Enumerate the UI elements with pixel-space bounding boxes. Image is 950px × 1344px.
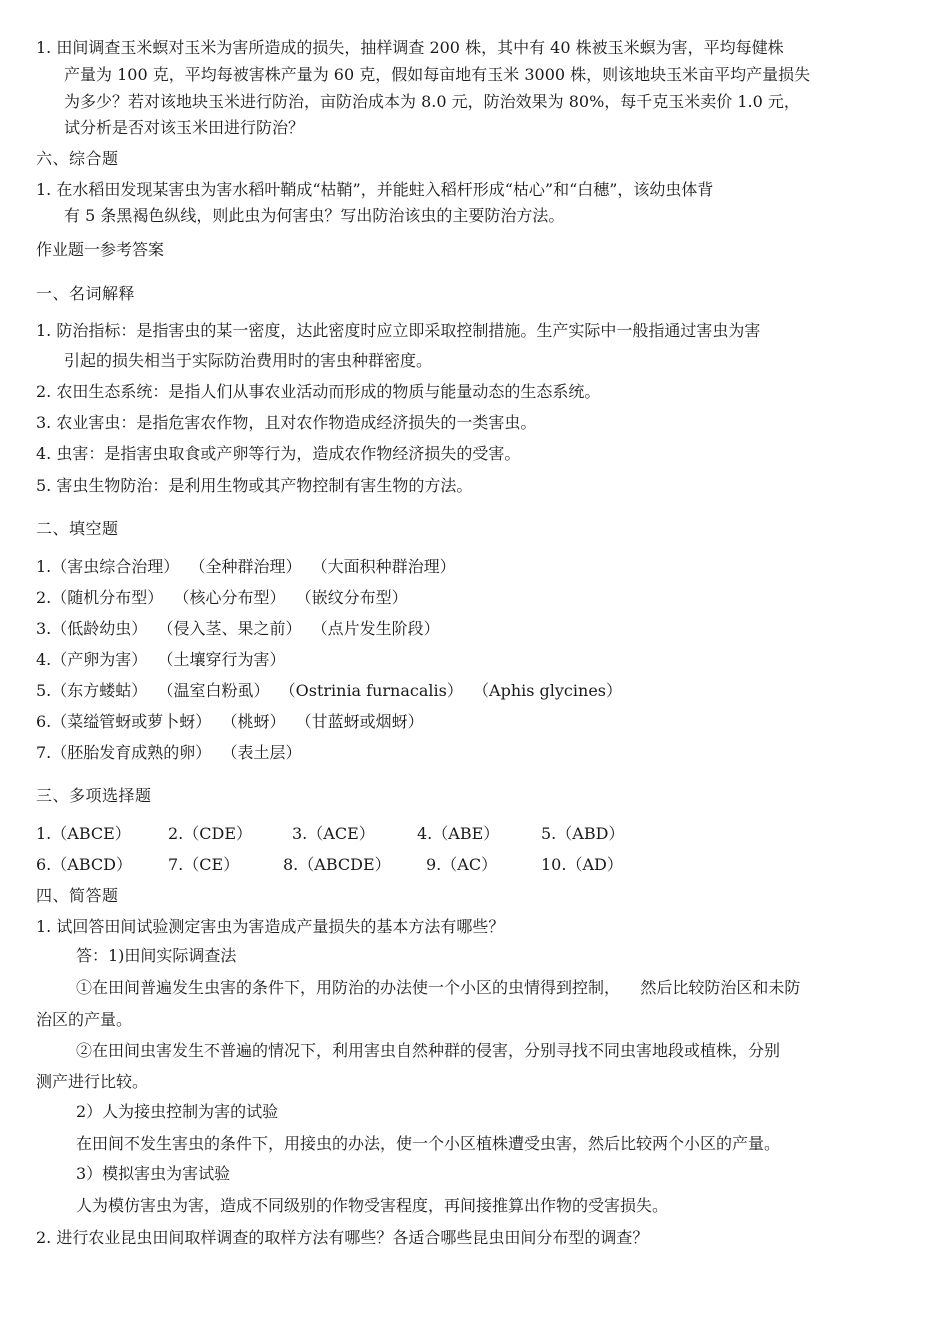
section6-line-1: 1. 在水稻田发现某害虫为害水稻叶鞘成“枯鞘”，并能蛀入稻杆形成“枯心”和“白穗”，该幼虫体背 — [36, 180, 714, 199]
part4-a1-p2-line2: 测产进行比较。 — [36, 1072, 149, 1091]
part3-heading: 三、多项选择题 — [36, 786, 152, 805]
part4-heading: 四、简答题 — [36, 886, 119, 905]
part2-line-5: 5.（东方蝼蛄） （温室白粉虱） （Ostrinia furnacalis） （Aphis glycines） — [36, 681, 622, 700]
part4-a1-p1-line2: 治区的产量。 — [36, 1010, 133, 1029]
section6-heading: 六、综合题 — [36, 149, 119, 168]
part1-heading: 一、名词解释 — [36, 284, 136, 303]
mc-answer-4: 4.（ABE） — [417, 824, 500, 843]
mc-answer-6: 6.（ABCD） — [36, 855, 132, 874]
mc-answer-3: 3.（ACE） — [292, 824, 375, 843]
part1-line-6: 5. 害虫生物防治：是利用生物或其产物控制有害生物的方法。 — [36, 476, 473, 495]
mc-answer-1: 1.（ABCE） — [36, 824, 131, 843]
part1-line-5: 4. 虫害：是指害虫取食或产卵等行为，造成农作物经济损失的受害。 — [36, 444, 521, 463]
part1-line-3: 2. 农田生态系统：是指人们从事农业活动而形成的物质与能量动态的生态系统。 — [36, 382, 601, 401]
part2-line-2: 2.（随机分布型） （核心分布型） （嵌纹分布型） — [36, 588, 408, 607]
answer-title: 作业题一参考答案 — [36, 240, 165, 259]
part1-line-2: 引起的损失相当于实际防治费用时的害虫种群密度。 — [64, 351, 433, 370]
part2-line-1: 1.（害虫综合治理） （全种群治理） （大面积种群治理） — [36, 557, 456, 576]
mc-answer-10: 10.（AD） — [541, 855, 623, 874]
mc-answer-5: 5.（ABD） — [541, 824, 625, 843]
part4-a1-p2-line1: ②在田间虫害发生不普遍的情况下，利用害虫自然种群的侵害，分别寻找不同虫害地段或植株，分别 — [76, 1041, 781, 1060]
mc-answer-2: 2.（CDE） — [168, 824, 253, 843]
mc-answer-7: 7.（CE） — [168, 855, 240, 874]
part4-q2: 2. 进行农业昆虫田间取样调查的取样方法有哪些？各适合哪些昆虫田间分布型的调查？ — [36, 1228, 649, 1247]
part2-heading: 二、填空题 — [36, 519, 119, 538]
part2-line-7: 7.（胚胎发育成熟的卵） （表土层） — [36, 743, 302, 762]
mc-answer-8: 8.（ABCDE） — [283, 855, 391, 874]
part4-method2-text: 在田间不发生害虫的条件下，用接虫的办法，使一个小区植株遭受虫害，然后比较两个小区的产量。 — [76, 1134, 781, 1153]
q5-line-1: 1. 田间调查玉米螟对玉米为害所造成的损失，抽样调查 200 株，其中有 40 株被玉米螟为害，平均每健株 — [36, 38, 784, 57]
q5-line-2: 产量为 100 克，平均每被害株产量为 60 克，假如每亩地有玉米 3000 株，则该地块玉米亩平均产量损失 — [64, 65, 811, 84]
part4-method2-title: 2）人为接虫控制为害的试验 — [76, 1102, 279, 1121]
part2-line-6: 6.（菜缢管蚜或萝卜蚜） （桃蚜） （甘蓝蚜或烟蚜） — [36, 712, 424, 731]
part2-line-4: 4.（产卵为害） （土壤穿行为害） — [36, 650, 286, 669]
part1-line-1: 1. 防治指标：是指害虫的某一密度，达此密度时应立即采取控制措施。生产实际中一般指通过害虫为害 — [36, 321, 761, 340]
q5-line-4: 试分析是否对该玉米田进行防治？ — [64, 118, 305, 137]
part2-line-3: 3.（低龄幼虫） （侵入茎、果之前） （点片发生阶段） — [36, 619, 440, 638]
part4-a1-p1-line1: ①在田间普遍发生虫害的条件下，用防治的办法使一个小区的虫情得到控制， 然后比较防治区和未防 — [76, 978, 801, 997]
part4-method3-title: 3）模拟害虫为害试验 — [76, 1164, 231, 1183]
q5-line-3: 为多少？若对该地块玉米进行防治，亩防治成本为 8.0 元，防治效果为 80%，每千克玉米卖价 1.0 元， — [64, 92, 800, 111]
part4-method3-text: 人为模仿害虫为害，造成不同级别的作物受害程度，再间接推算出作物的受害损失。 — [76, 1196, 669, 1215]
mc-answer-9: 9.（AC） — [426, 855, 498, 874]
section6-line-2: 有 5 条黑褐色纵线，则此虫为何害虫？写出防治该虫的主要防治方法。 — [64, 206, 565, 225]
part4-q1: 1. 试回答田间试验测定害虫为害造成产量损失的基本方法有哪些？ — [36, 917, 505, 936]
part1-line-4: 3. 农业害虫：是指危害农作物，且对农作物造成经济损失的一类害虫。 — [36, 413, 537, 432]
part4-a1-title: 答：1)田间实际调查法 — [76, 946, 237, 965]
